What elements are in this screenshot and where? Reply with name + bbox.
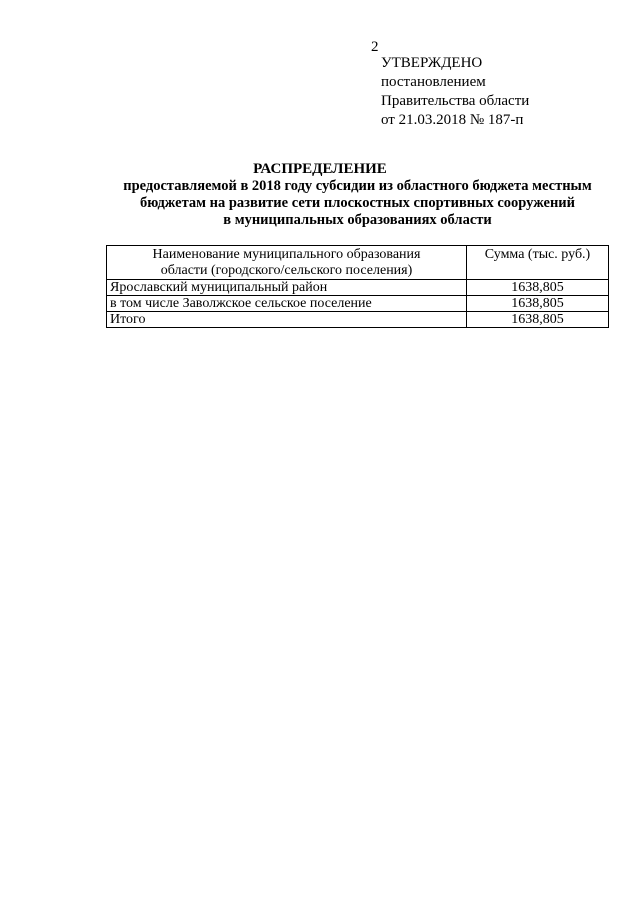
- approval-stamp: [381, 54, 529, 130]
- distribution-table: [106, 245, 609, 328]
- page-number: 2: [371, 39, 379, 55]
- document-title: РАСПРЕДЕЛЕНИЕ: [253, 161, 387, 177]
- approval-line: УТВЕРЖДЕНО: [381, 55, 483, 71]
- approval-line: постановлением: [381, 74, 486, 90]
- table-row: [107, 280, 609, 296]
- subtitle-line: предоставляемой в 2018 году субсидии из областного бюджета местным: [123, 178, 592, 194]
- total-amount: 1638,805: [467, 312, 609, 328]
- municipality-name: в том числе Заволжское сельское поселение: [107, 296, 467, 312]
- amount-value: 1638,805: [467, 280, 609, 296]
- municipality-name: Ярославский муниципальный район: [107, 280, 467, 296]
- header-name-line: Наименование муниципального образования: [152, 247, 421, 262]
- approval-line: Правительства области: [381, 93, 530, 109]
- document-subtitle: [100, 178, 615, 229]
- column-header-name: [107, 246, 467, 280]
- total-label: Итого: [107, 312, 467, 328]
- approval-line: от 21.03.2018 № 187-п: [381, 112, 524, 128]
- column-header-amount: Сумма (тыс. руб.): [467, 246, 609, 280]
- amount-value: 1638,805: [467, 296, 609, 312]
- subtitle-line: в муниципальных образованиях области: [223, 212, 492, 228]
- subtitle-line: бюджетам на развитие сети плоскостных спортивных сооружений: [139, 195, 576, 211]
- header-name-line: области (городского/сельского поселения): [160, 263, 413, 278]
- table-row: [107, 296, 609, 312]
- table-row-total: [107, 312, 609, 328]
- table-header-row: [107, 246, 609, 280]
